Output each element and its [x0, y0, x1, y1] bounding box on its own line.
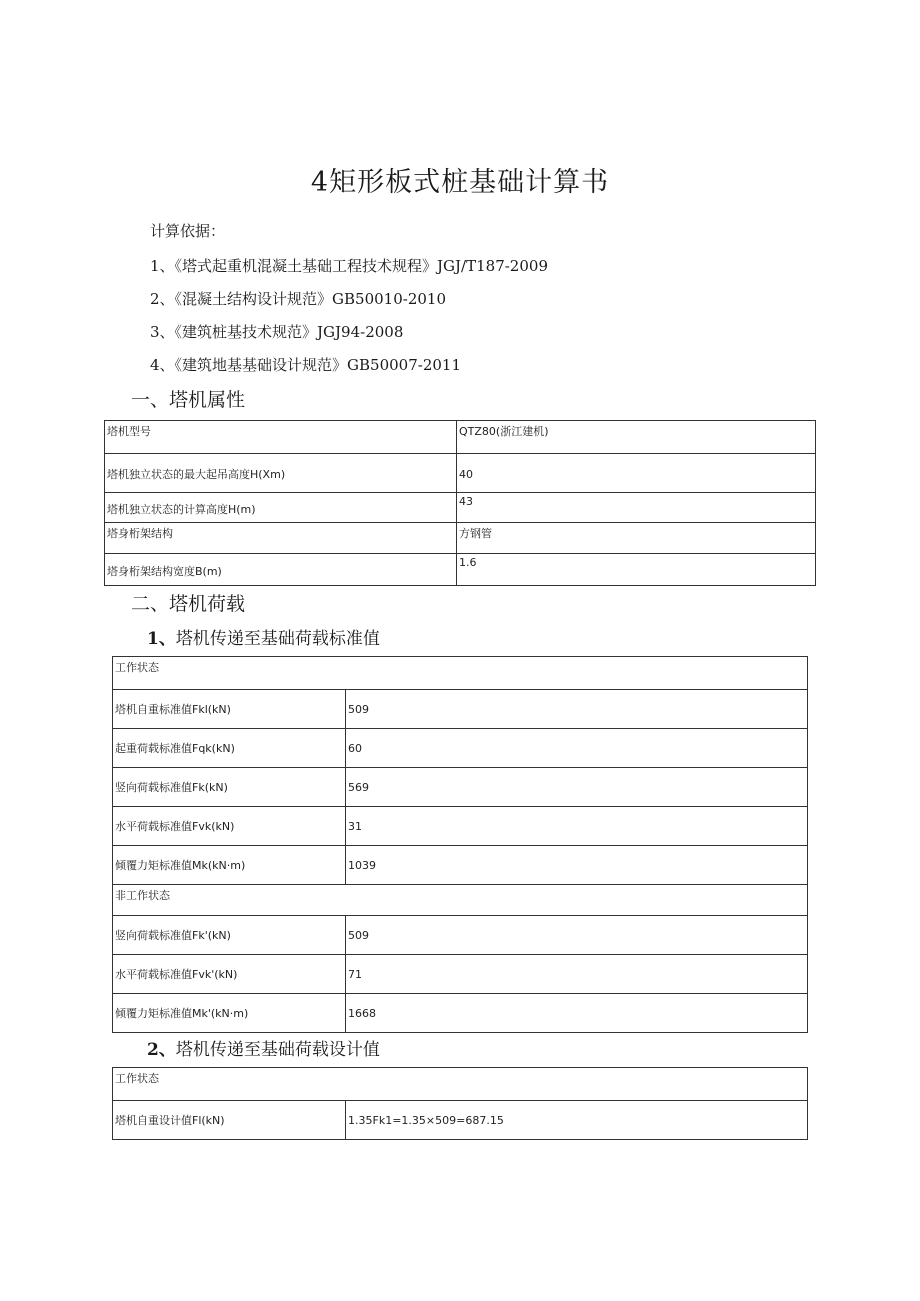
load-value: 1.35Fk1=1.35×509=687.15 [346, 1101, 808, 1140]
subsection-title: 塔机传递至基础荷载标准值 [175, 629, 380, 649]
load-value: 1039 [346, 846, 808, 885]
load-label: 竖向荷载标准值Fk(kN) [113, 768, 346, 807]
property-label: 塔机独立状态的最大起吊高度H(Xm) [105, 454, 457, 493]
table-row [113, 768, 808, 807]
property-value: 方钢管 [457, 523, 816, 554]
load-value: 1668 [346, 994, 808, 1033]
table-row [105, 421, 816, 454]
state-row [113, 1068, 808, 1101]
subsection-title: 塔机传递至基础荷载设计值 [175, 1040, 380, 1060]
table-row [113, 690, 808, 729]
reference-item: 3、《建筑桩基技术规范》JGJ94-2008 [150, 323, 404, 341]
load-value: 569 [346, 768, 808, 807]
load-label: 竖向荷载标准值Fk'(kN) [113, 916, 346, 955]
table-row [113, 955, 808, 994]
table-row [113, 1101, 808, 1140]
property-label: 塔身桁架结构宽度B(m) [105, 554, 457, 586]
section-heading-tower-properties: 一、塔机属性 [131, 389, 246, 411]
load-label: 水平荷载标准值Fvk'(kN) [113, 955, 346, 994]
property-value: 43 [457, 493, 816, 523]
load-label: 水平荷载标准值Fvk(kN) [113, 807, 346, 846]
property-label: 塔机独立状态的计算高度H(m) [105, 493, 457, 523]
nonworking-state-label: 非工作状态 [113, 885, 808, 916]
property-value: 40 [457, 454, 816, 493]
load-label: 塔机自重设计值Fl(kN) [113, 1101, 346, 1140]
subsection-number: 2、 [147, 1040, 176, 1060]
section-heading-tower-loads: 二、塔机荷载 [131, 593, 246, 615]
subsection-heading-standard-loads [147, 624, 380, 649]
table-row [113, 729, 808, 768]
property-label: 塔机型号 [105, 421, 457, 454]
table-row [113, 807, 808, 846]
state-row [113, 885, 808, 916]
load-label: 塔机自重标准值Fkl(kN) [113, 690, 346, 729]
subsection-number: 1、 [147, 629, 176, 649]
load-value: 60 [346, 729, 808, 768]
load-value: 71 [346, 955, 808, 994]
reference-item: 1、《塔式起重机混凝土基础工程技术规程》JGJ/T187-2009 [150, 257, 548, 275]
table-row [105, 493, 816, 523]
load-label: 倾覆力矩标准值Mk(kN·m) [113, 846, 346, 885]
table-row [113, 916, 808, 955]
reference-item: 2、《混凝土结构设计规范》GB50010-2010 [150, 290, 447, 308]
load-label: 起重荷载标准值Fqk(kN) [113, 729, 346, 768]
property-value: 1.6 [457, 554, 816, 586]
basis-label: 计算依据： [150, 222, 226, 240]
load-label: 倾覆力矩标准值Mk'(kN·m) [113, 994, 346, 1033]
working-state-label: 工作状态 [113, 657, 808, 690]
table-row [113, 846, 808, 885]
table-row [105, 454, 816, 493]
subsection-heading-design-loads [147, 1035, 380, 1060]
table-row [105, 523, 816, 554]
table-row [105, 554, 816, 586]
design-loads-table [112, 1067, 808, 1140]
property-label: 塔身桁架结构 [105, 523, 457, 554]
load-value: 509 [346, 916, 808, 955]
load-value: 509 [346, 690, 808, 729]
load-value: 31 [346, 807, 808, 846]
state-row [113, 657, 808, 690]
working-state-label: 工作状态 [113, 1068, 808, 1101]
page-title: 4矩形板式桩基础计算书 [310, 167, 610, 198]
property-value: QTZ80(浙江建机) [457, 421, 816, 454]
tower-properties-table [104, 420, 816, 586]
standard-loads-table [112, 656, 808, 1033]
reference-item: 4、《建筑地基基础设计规范》GB50007-2011 [150, 356, 462, 374]
table-row [113, 994, 808, 1033]
